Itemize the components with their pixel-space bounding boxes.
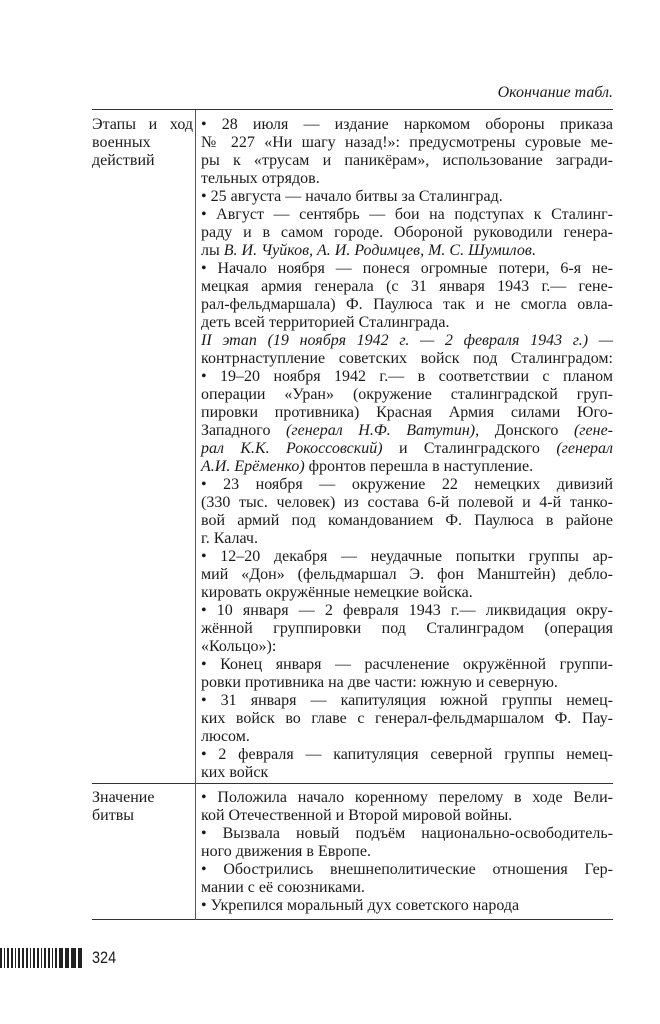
row-label-stages <box>92 116 193 170</box>
text-line <box>201 897 613 915</box>
text-line <box>201 843 613 861</box>
text: • 19–20 ноября 1942 г.— в соответствии с планом <box>201 368 613 385</box>
text-line <box>201 188 613 206</box>
marker-stripe <box>30 948 32 968</box>
row-label-line: битвы <box>92 807 134 824</box>
text-line <box>201 530 613 548</box>
text: операции «Уран» (окружение сталинградской груп- <box>201 386 613 403</box>
text-line <box>201 116 613 134</box>
italic-text: (генерал <box>556 440 614 457</box>
italic-text: В. И. Чуйков, А. И. Родимцев, М. С. Шумилов <box>223 242 532 259</box>
row-content-stages <box>201 116 613 782</box>
text-line <box>201 764 613 782</box>
text: • Положила начало коренному перелому в ходе Вели- <box>201 789 613 806</box>
text-line <box>201 789 613 807</box>
text-line <box>201 656 613 674</box>
text-line <box>201 170 613 188</box>
text-line <box>201 512 613 530</box>
italic-text: (генерал Н.Ф. Ватутин) <box>286 422 476 439</box>
text: (330 тыс. человек) из состава 6-й полевой и 4-й танко- <box>201 494 613 511</box>
text-line <box>201 674 613 692</box>
text-line <box>201 296 613 314</box>
text-line <box>201 728 613 746</box>
text-line <box>201 332 613 350</box>
text: мий «Дон» (фельдмаршал Э. фон Манштейн) дебло- <box>201 566 613 583</box>
text: «Кольцо»): <box>201 638 277 655</box>
text: • 28 июля — издание наркомом обороны приказа <box>201 116 613 133</box>
italic-text: II этап (19 ноября 1942 г. — 2 февраля 1943 г.) — <box>201 332 613 349</box>
row-label-line: Значение <box>92 789 155 806</box>
italic-text: (гене- <box>573 422 614 439</box>
marker-stripe <box>37 948 39 968</box>
text-line <box>201 440 613 458</box>
marker-stripe <box>15 948 17 968</box>
text-line <box>201 404 613 422</box>
text: ровки противника на две части: южную и северную. <box>201 674 558 691</box>
italic-text: А.И. Ерёменко) <box>201 458 305 475</box>
text-line <box>201 710 613 728</box>
text: Западного <box>201 422 287 439</box>
text: фронтов перешла в наступление. <box>304 458 534 475</box>
text-line <box>201 807 613 825</box>
text-line <box>201 350 613 368</box>
text: ких войск <box>201 764 269 781</box>
text: деть всей территорией Сталинграда. <box>201 314 450 331</box>
text: • 2 февраля — капитуляция северной группы немец- <box>201 746 613 763</box>
table-top-rule <box>92 109 613 110</box>
text: люсом. <box>201 728 250 745</box>
text-line <box>201 458 613 476</box>
row-label-line: действий <box>92 152 155 169</box>
text-line <box>201 584 613 602</box>
text-line <box>201 825 613 843</box>
text-line <box>201 242 613 260</box>
text-line <box>201 422 613 440</box>
page-edge-marker <box>0 948 82 968</box>
row-divider <box>92 783 613 784</box>
marker-stripe <box>22 948 24 968</box>
marker-stripe <box>59 948 63 968</box>
text-line <box>201 602 613 620</box>
text: ры к «трусам и паникёрам», использование загради- <box>201 152 613 169</box>
text: • Обострились внешнеполитические отношения Гер- <box>201 861 613 878</box>
text-line <box>201 152 613 170</box>
row-label-line: военных <box>92 134 151 151</box>
text: и Сталинградского <box>382 440 557 457</box>
marker-stripe <box>7 948 9 968</box>
text-line <box>201 476 613 494</box>
text: • Конец января — расчленение окружённой группи- <box>201 656 613 673</box>
text-line <box>201 494 613 512</box>
marker-stripe <box>18 948 20 968</box>
marker-stripe <box>44 948 46 968</box>
text-line <box>201 548 613 566</box>
text-line <box>201 314 613 332</box>
text: лы <box>201 242 224 259</box>
row-label-line: Этапы и ход <box>92 116 193 133</box>
marker-stripe <box>52 948 54 968</box>
marker-stripe <box>78 948 82 968</box>
text-line <box>201 386 613 404</box>
text: • Август — сентябрь — бои на подступах к Сталинг- <box>201 206 613 223</box>
text-line <box>201 278 613 296</box>
text: • 31 января — капитуляция южной группы немец- <box>201 692 613 709</box>
text: . <box>531 242 536 259</box>
marker-stripe <box>4 948 6 968</box>
text-line <box>201 566 613 584</box>
row-content-significance <box>201 789 613 915</box>
text-line <box>201 638 613 656</box>
marker-stripe <box>65 948 69 968</box>
text-line <box>201 368 613 386</box>
text: вой армий под командованием Ф. Паулюса в районе <box>201 512 613 529</box>
text-line <box>201 861 613 879</box>
text: рал-фельдмаршала) Ф. Паулюса так и не смогла овла- <box>201 296 613 313</box>
text-line <box>201 879 613 897</box>
text: пировки противника) Красная Армия силами Юго- <box>201 404 613 421</box>
text: г. Калач. <box>201 530 258 547</box>
column-divider <box>195 110 196 920</box>
text: • Начало ноября — понеся огромные потери, 6-я не- <box>201 260 613 277</box>
text: кой Отечественной и Второй мировой войны. <box>201 807 513 824</box>
marker-stripe <box>33 948 35 968</box>
marker-stripe <box>0 948 2 968</box>
text-line <box>201 746 613 764</box>
text: тельных отрядов. <box>201 170 320 187</box>
text: • 23 ноября — окружение 22 немецких дивизий <box>201 476 613 493</box>
text: • 10 января — 2 февраля 1943 г.— ликвидация окру- <box>201 602 613 619</box>
text: жённой группировки под Сталинградом (операция <box>201 620 613 637</box>
text: контрнаступление советских войск под Сталинградом: <box>201 350 613 367</box>
text: ких войск во главе с генерал-фельдмаршалом Ф. Пау- <box>201 710 613 727</box>
text-line <box>201 134 613 152</box>
text: • Укрепился моральный дух советского народа <box>201 897 520 914</box>
text: • 25 августа — начало битвы за Сталинград. <box>201 188 503 205</box>
text: раду и в самом городе. Обороной руководили генера- <box>201 224 613 241</box>
table-continuation-caption: Окончание табл. <box>497 84 613 101</box>
marker-stripe <box>26 948 28 968</box>
marker-stripe <box>48 948 50 968</box>
page-number: 324 <box>92 948 117 967</box>
text: кировать окружённые немецкие войска. <box>201 584 473 601</box>
text-line <box>201 692 613 710</box>
text-line <box>201 206 613 224</box>
text-line <box>201 260 613 278</box>
marker-stripe <box>71 948 75 968</box>
text-line <box>201 224 613 242</box>
italic-text: рал К.К. Рокоссовский) <box>201 440 383 457</box>
text: • 12–20 декабря — неудачные попытки группы ар- <box>201 548 613 565</box>
row-label-significance <box>92 789 193 825</box>
text: мецкая армия генерала (с 31 января 1943 г.— гене- <box>201 278 613 295</box>
text: № 227 «Ни шагу назад!»: предусмотрены суровые ме- <box>201 134 613 151</box>
text: мании с её союзниками. <box>201 879 365 896</box>
text-line <box>201 620 613 638</box>
text: , Донского <box>475 422 574 439</box>
marker-stripe <box>11 948 13 968</box>
marker-stripe <box>55 948 57 968</box>
text: ного движения в Европе. <box>201 843 371 860</box>
text: • Вызвала новый подъём национально-освободитель- <box>201 825 613 842</box>
marker-stripe <box>41 948 43 968</box>
table-bottom-rule <box>92 919 613 920</box>
